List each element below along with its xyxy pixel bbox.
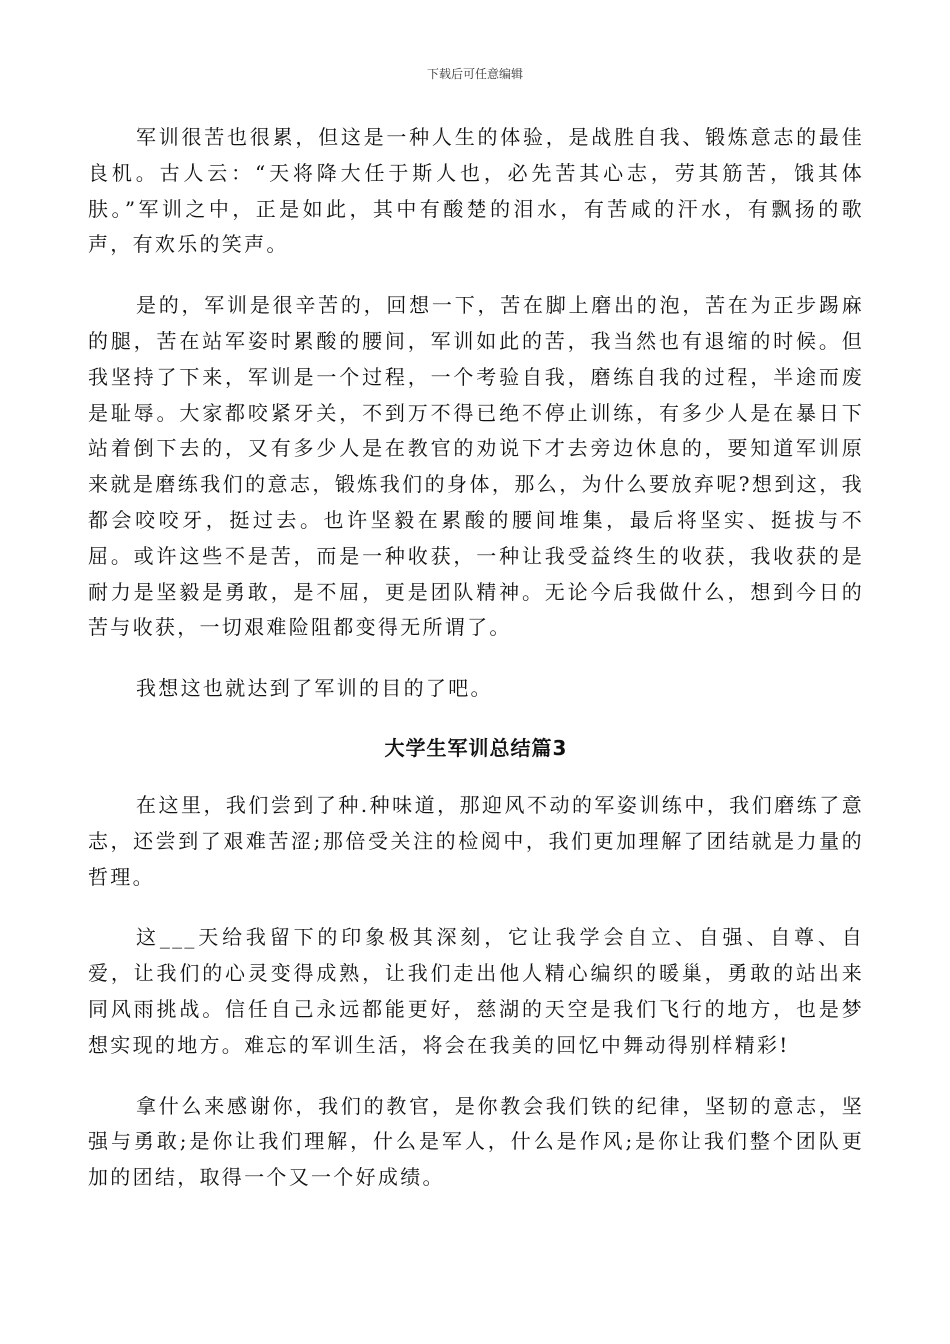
paragraph: 军训很苦也很累，但这是一种人生的体验，是战胜自我、锻炼意志的最佳良机。古人云：“天将降大任于斯人也，必先苦其心志，劳其筋苦，饿其体肤。”军训之中，正是如此，其中有酸楚的泪水，有苦咸的汗水，有飘扬的歌声，有欢乐的笑声。 <box>88 125 864 257</box>
paragraph: 在这里，我们尝到了种.种味道，那迎风不动的军姿训练中，我们磨练了意志，还尝到了艰难苦涩;那倍受关注的检阅中，我们更加理解了团结就是力量的哲理。 <box>88 792 864 889</box>
paragraph: 我想这也就达到了军训的目的了吧。 <box>136 676 493 701</box>
paragraph: 这___天给我留下的印象极其深刻，它让我学会自立、自强、自尊、自爱，让我们的心灵变得成熟，让我们走出他人精心编织的暖巢，勇敢的站出来同风雨挑战。信任自己永远都能更好，慈湖的天空是我们飞行的地方，也是梦想实现的地方。难忘的军训生活，将会在我美的回忆中舞动得别样精彩! <box>88 925 864 1057</box>
paragraph: 拿什么来感谢你，我们的教官，是你教会我们铁的纪律，坚韧的意志，坚强与勇敢;是你让我们理解，什么是军人，什么是作风;是你让我们整个团队更加的团结，取得一个又一个好成绩。 <box>88 1093 864 1190</box>
paragraph: 是的，军训是很辛苦的，回想一下，苦在脚上磨出的泡，苦在为正步踢麻的腿，苦在站军姿时累酸的腰间，军训如此的苦，我当然也有退缩的时候。但我坚持了下来，军训是一个过程，一个考验自我，磨练自我的过程，半途而废是耻辱。大家都咬紧牙关，不到万不得已绝不停止训练，有多少人是在暴日下站着倒下去的，又有多少人是在教官的劝说下才去旁边休息的，要知道军训原来就是磨练我们的意志，锻炼我们的身体，那么，为什么要放弃呢?想到这，我都会咬咬牙，挺过去。也许坚毅在累酸的腰间堆集，最后将坚实、挺拔与不屈。或许这些不是苦，而是一种收获，一种让我受益终生的收获，我收获的是耐力是坚毅是勇敢，是不屈，更是团队精神。无论今后我做什么，想到今日的苦与收获，一切艰难险阻都变得无所谓了。 <box>88 293 864 640</box>
document-body <box>88 120 864 1221</box>
page-header-note: 下载后可任意编辑 <box>426 67 523 81</box>
section-title: 大学生军训总结篇3 <box>384 735 568 760</box>
